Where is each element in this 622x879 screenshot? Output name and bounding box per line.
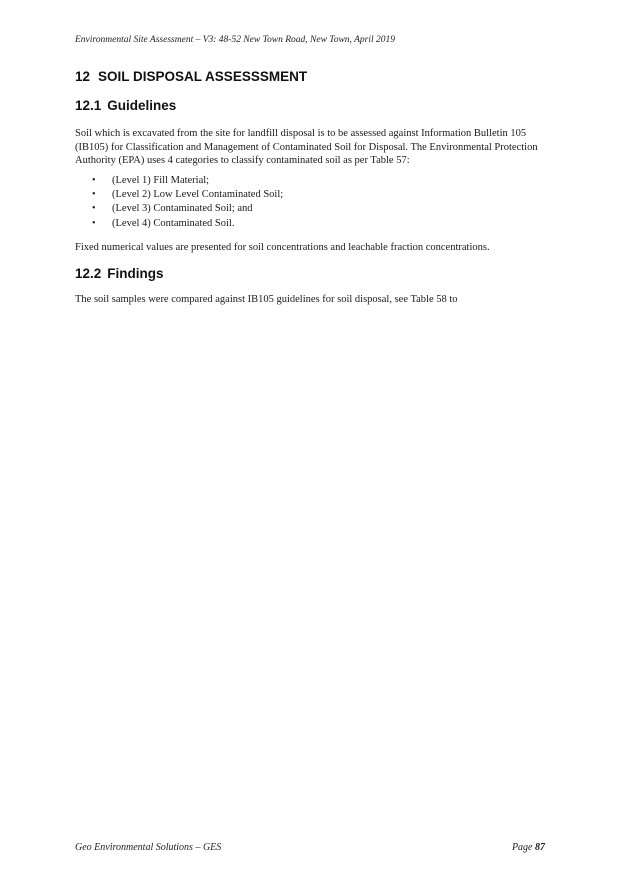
page-content bbox=[75, 68, 545, 306]
section-number: 12 bbox=[75, 69, 91, 84]
subsection-heading-findings bbox=[75, 265, 545, 283]
footer-company: Geo Environmental Solutions – GES bbox=[75, 842, 222, 853]
bullet-icon: • bbox=[92, 189, 96, 201]
list-item-text: (Level 2) Low Level Contaminated Soil; bbox=[112, 189, 284, 201]
subsection-title: Guidelines bbox=[107, 98, 177, 113]
bullet-icon: • bbox=[92, 174, 96, 186]
bullet-icon: • bbox=[92, 217, 96, 229]
list-item bbox=[75, 202, 545, 216]
list-item-text: (Level 1) Fill Material; bbox=[112, 174, 210, 186]
findings-paragraph: The soil samples were compared against IB105 guidelines for soil disposal, see Table 58 to bbox=[75, 293, 458, 305]
subsection-number: 12.2 bbox=[75, 265, 102, 281]
fixed-values-paragraph: Fixed numerical values are presented for soil concentrations and leachable fraction concentrations. bbox=[75, 241, 490, 253]
contamination-levels-list bbox=[75, 174, 545, 231]
running-header: Environmental Site Assessment – V3: 48-52 New Town Road, New Town, April 2019 bbox=[75, 35, 396, 45]
list-item bbox=[75, 174, 545, 188]
section-heading bbox=[75, 68, 545, 86]
bullet-icon: • bbox=[92, 203, 96, 215]
footer-page-number bbox=[512, 842, 545, 854]
page-number: 87 bbox=[535, 842, 545, 853]
subsection-number: 12.1 bbox=[75, 98, 102, 113]
subsection-heading-guidelines bbox=[75, 97, 545, 115]
list-item bbox=[75, 188, 545, 202]
page-label: Page bbox=[511, 842, 533, 853]
list-item-text: (Level 4) Contaminated Soil. bbox=[112, 217, 235, 229]
list-item bbox=[75, 217, 545, 231]
section-title: SOIL DISPOSAL ASSESSSMENT bbox=[98, 69, 308, 84]
list-item-text: (Level 3) Contaminated Soil; and bbox=[112, 203, 253, 215]
guidelines-paragraph: Soil which is excavated from the site for landfill disposal is to be assessed against Information Bulletin 105 (IB105) for Classification and Management of Contaminated Soil for Disposal. The Environmental Protection Authority (EPA) uses 4 categories to classify contaminated soil as per Table 57: bbox=[75, 128, 538, 167]
subsection-title: Findings bbox=[107, 265, 164, 281]
